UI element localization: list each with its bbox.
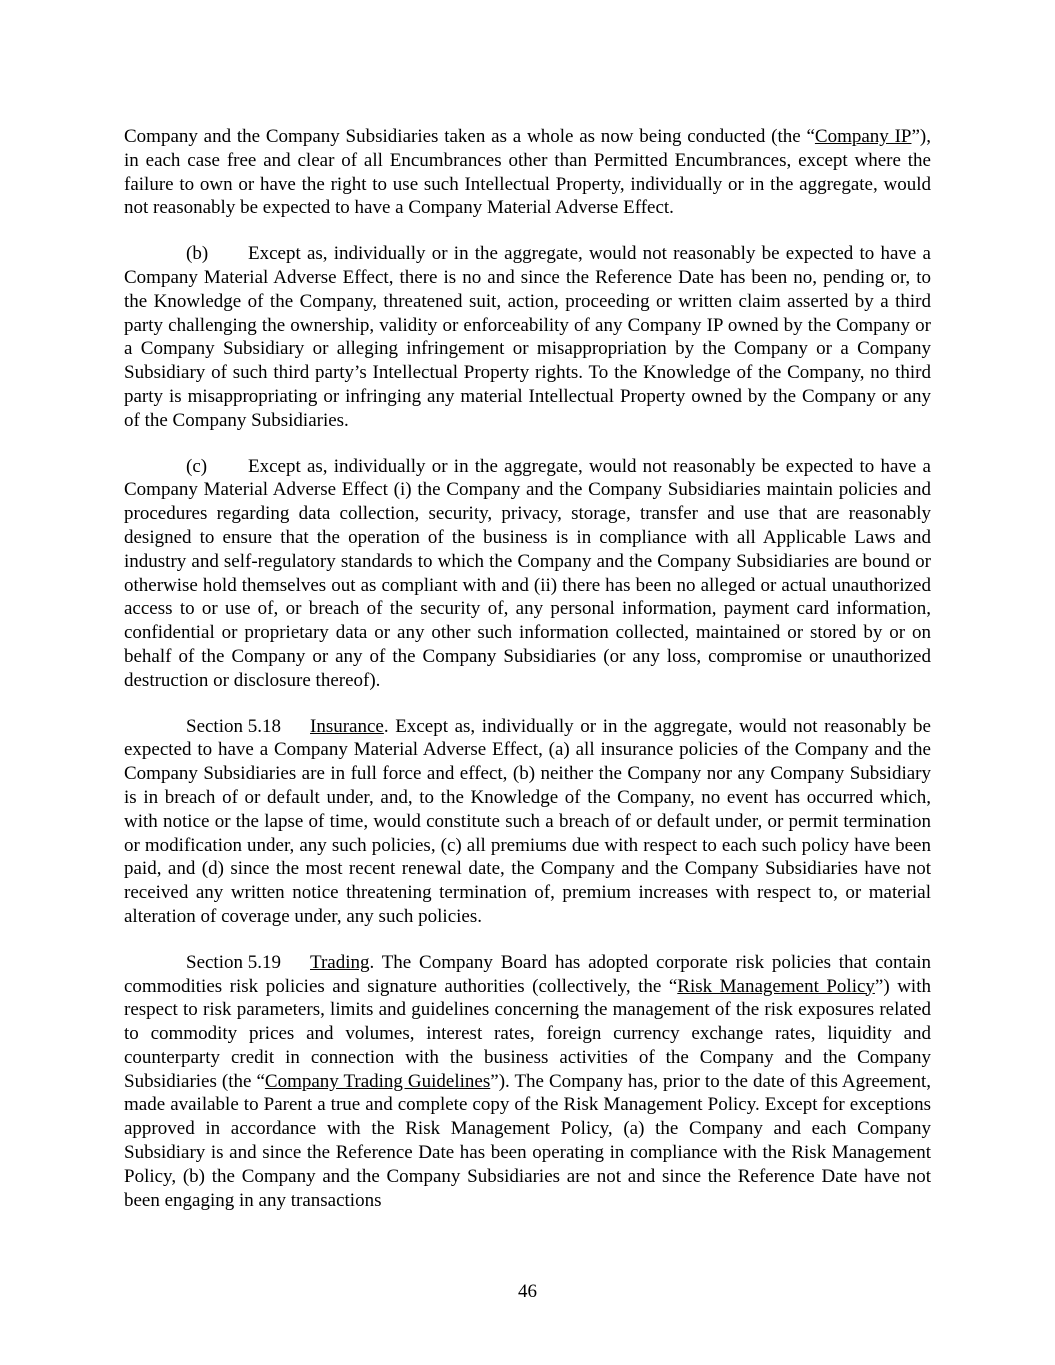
- section-label-5-19: Section 5.19: [186, 951, 281, 973]
- document-body: [124, 125, 931, 1234]
- section-text: ”). The Company has, prior to the date of this Agreement, made available to Parent a true and complete copy of the Risk Management Policy. Except for exceptions approved in accordance with the Risk Management Policy, (a) the Company and each Company Subsidiary is and since the Reference Date has been operating in compliance with the Risk Management Policy, (b) the Company and the Company Subsidiaries are not and since the Reference Date have not been engaging in any transactions: [124, 1070, 932, 1211]
- section-heading-trading: Trading: [310, 951, 370, 973]
- defined-term-risk-management-policy: Risk Management Policy: [677, 975, 875, 997]
- paragraph-text: Except as, individually or in the aggregate, would not reasonably be expected to have a Company Material Adverse Effect, there is no and since the Reference Date has been no, pending or, to the Knowledge of the Company, threatened suit, action, proceeding or written claim asserted by a third party challenging the ownership, validity or enforceability of any Company IP owned by the Company or a Company Subsidiary or alleging infringement or misappropriation by the Company or a Company Subsidiary of such third party’s Intellectual Property rights. To the Knowledge of the Company, no third party is misappropriating or infringing any material Intellectual Property owned by the Company or any of the Company Subsidiaries.: [124, 243, 931, 431]
- paragraph-text: Company and the Company Subsidiaries taken as a whole as now being conducted (the “: [124, 126, 815, 147]
- paragraph-label-b: (b): [186, 243, 209, 265]
- defined-term-company-ip: Company IP: [814, 126, 912, 147]
- section-heading-insurance: Insurance: [310, 715, 384, 737]
- paragraph-text: Except as, individually or in the aggregate, would not reasonably be expected to have a Company Material Adverse Effect (i) the Company and the Company Subsidiaries maintain policies and procedures regarding data collection, security, privacy, storage, transfer and use that are reasonably designed to ensure that the operation of the business is in compliance with all Applicable Laws and industry and self-regulatory standards to which the Company and the Company Subsidiaries are bound or otherwise hold themselves out as compliant with and (ii) there has been no alleged or actual unauthorized access to or use of, or breach of the security of, any personal information, payment card information, confidential or proprietary data or any other such information collected, maintained or stored by or on behalf of the Company or any of the Company Subsidiaries (or any loss, compromise or unauthorized destruction or disclosure thereof).: [124, 455, 931, 691]
- section-5-19: [124, 951, 931, 1213]
- section-5-18: [124, 715, 931, 929]
- section-text: . The Company Board has adopted corporate risk policies that contain commodities risk policies and signature authorities (collectively, the “: [124, 951, 931, 997]
- paragraph-b: [124, 242, 931, 432]
- defined-term-company-trading-guidelines: Company Trading Guidelines: [264, 1070, 491, 1092]
- paragraph-c: [124, 455, 931, 693]
- paragraph-text: ”), in each case free and clear of all Encumbrances other than Permitted Encumbrances, except where the failure to own or have the right to use such Intellectual Property, individually or in the aggregate, would not reasonably be expected to have a Company Material Adverse Effect.: [124, 126, 931, 219]
- section-label-5-18: Section 5.18: [186, 715, 281, 737]
- paragraph-label-c: (c): [186, 455, 208, 477]
- page-number: 46: [518, 1281, 537, 1302]
- section-text: ”) with respect to risk parameters, limits and guidelines concerning the management of the risk exposures related to commodity prices and volumes, interest rates, foreign currency exchange rates, liquidity and counterparty credit in connection with the business activities of the Company and the Company Subsidiaries (the “: [124, 975, 931, 1092]
- paragraph-company-ip: [124, 125, 931, 220]
- section-text: . Except as, individually or in the aggregate, would not reasonably be expected to have a Company Material Adverse Effect, (a) all insurance policies of the Company and the Company Subsidiaries are in full force and effect, (b) neither the Company nor any Company Subsidiary is in breach of or default under, and, to the Knowledge of the Company, no event has occurred which, with notice or the lapse of time, would constitute such a breach of or default under, or permit termination or modification under, any such policies, (c) all premiums due with respect to each such policy have been paid, and (d) since the most recent renewal date, the Company and the Company Subsidiaries have not received any written notice threatening termination of, premium increases with respect to, or material alteration of coverage under, any such policies.: [124, 715, 931, 927]
